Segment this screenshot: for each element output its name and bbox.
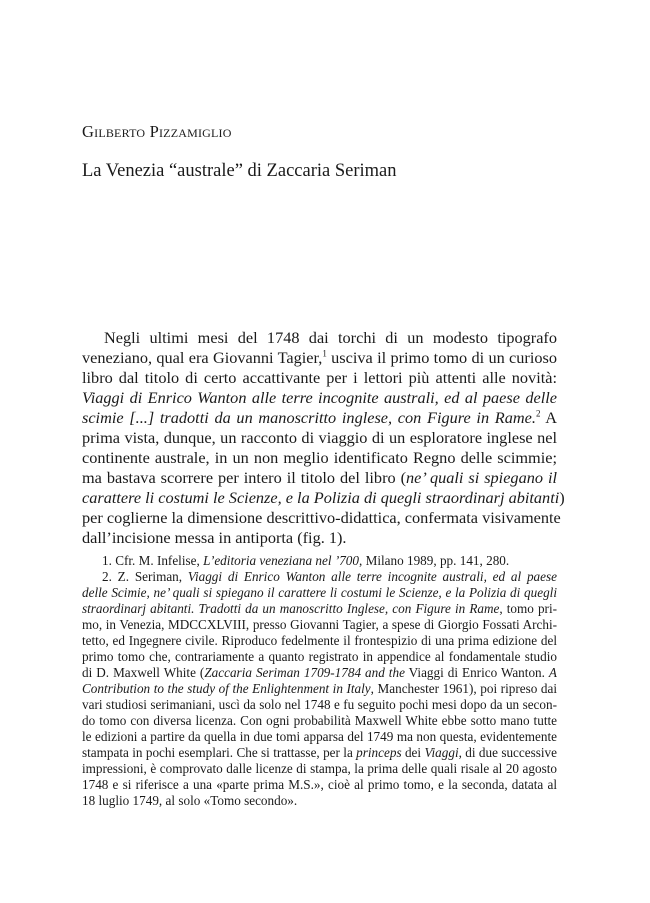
footnote-2-line: primo tomo che, contrariamente a quanto registrato in appendice al fondamentale studio <box>82 649 557 664</box>
footnote-2-line: straordinarj abitanti. Tradotti da un manoscritto Inglese, con Figure in Rame, tomo pri- <box>82 601 557 616</box>
footnote-2-line: le edizioni a partire da quella in due tomi apparsa del 1749 ma non questa, evidentemente <box>82 729 557 744</box>
author-first-initial: G <box>82 122 95 141</box>
article-title: La Venezia “australe” di Zaccaria Seriman <box>82 161 397 181</box>
footnote-2-line: 2. Z. Seriman, Viaggi di Enrico Wanton alle terre incognite australi, ed al paese <box>102 569 557 584</box>
body-line: prima vista, dunque, un racconto di viaggio di un esploratore inglese nel <box>82 428 557 447</box>
author-last-rest: izzamiglio <box>158 122 232 141</box>
body-line: ma bastava scorrere per intero il titolo del libro (ne’ quali si spiegano il <box>82 468 557 487</box>
body-line: per coglierne la dimensione descrittivo-didattica, confermata visivamente <box>82 508 561 527</box>
footnote-2-line: 18 luglio 1749, al solo «Tomo secondo». <box>82 793 298 808</box>
author-last-initial: P <box>149 122 159 141</box>
footnote-2-line: stampata in pochi esemplari. Che si trattasse, per la princeps dei Viaggi, di due successive <box>82 745 557 760</box>
body-line: continente australe, in un non meglio identificato Regno delle scimmie; <box>82 448 557 467</box>
footnote-2-line: delle Scimie, ne’ quali si spiegano il carattere li costumi le Scienze, e la Polizia di quegli <box>82 585 557 600</box>
author-first-rest: ilberto <box>94 122 146 141</box>
footnote-2-line: impressioni, è comprovato dalle licenze di stampa, la prima delle quali risale al 20 agosto <box>82 761 557 776</box>
author-name <box>82 122 232 142</box>
body-line: scimie [...] tradotti da un manoscritto inglese, con Figure in Rame.$^2$ A <box>82 408 558 427</box>
body-line: dall’incisione messa in antiporta (fig. 1). <box>82 528 347 547</box>
body-line: Viaggi di Enrico Wanton alle terre incognite australi, ed al paese delle <box>82 388 557 407</box>
footnote-2-line: 1748 e si riferisce a una «parte prima M.S.», cioè al primo tomo, e la seconda, datata al <box>82 777 557 792</box>
footnote-ref-1: 1 <box>322 348 327 359</box>
footnote-2-line: do tomo con diversa licenza. Con ogni probabilità Maxwell White ebbe sotto mano tutte <box>82 713 557 728</box>
body-line: Negli ultimi mesi del 1748 dai torchi di un modesto tipografo <box>104 328 557 347</box>
footnote-2-line: di D. Maxwell White (Zaccaria Seriman 1709-1784 and the Viaggi di Enrico Wanton. A <box>82 665 557 680</box>
body-line: veneziano, qual era Giovanni Tagier,$^1$ usciva il primo tomo di un curioso <box>82 348 557 367</box>
body-line: libro dal titolo di certo accattivante per i lettori più attenti alle novità: <box>82 368 557 387</box>
footnote-2-line: vari studiosi serimaniani, uscì da solo nel 1748 e fu seguito pochi mesi dopo da un secon- <box>82 697 557 712</box>
footnote-1: 1. Cfr. M. Infelise, L’editoria veneziana nel ’700, Milano 1989, pp. 141, 280. <box>102 553 510 568</box>
footnote-2-line: Contribution to the study of the Enlightenment in Italy, Manchester 1961), poi ripreso dai <box>82 681 557 696</box>
body-line: carattere li costumi le Scienze, e la Polizia di quegli straordinarj abitanti) <box>82 488 565 507</box>
footnote-2-line: tetto, ed Ingegnere civile. Riproduco fedelmente il frontespizio di una prima edizione del <box>82 633 557 648</box>
footnote-ref-2: 2 <box>535 408 541 419</box>
footnote-2-line: mo, in Venezia, MDCCXLVIII, presso Giovanni Tagier, a spese di Giorgio Fossati Archi- <box>82 617 557 632</box>
